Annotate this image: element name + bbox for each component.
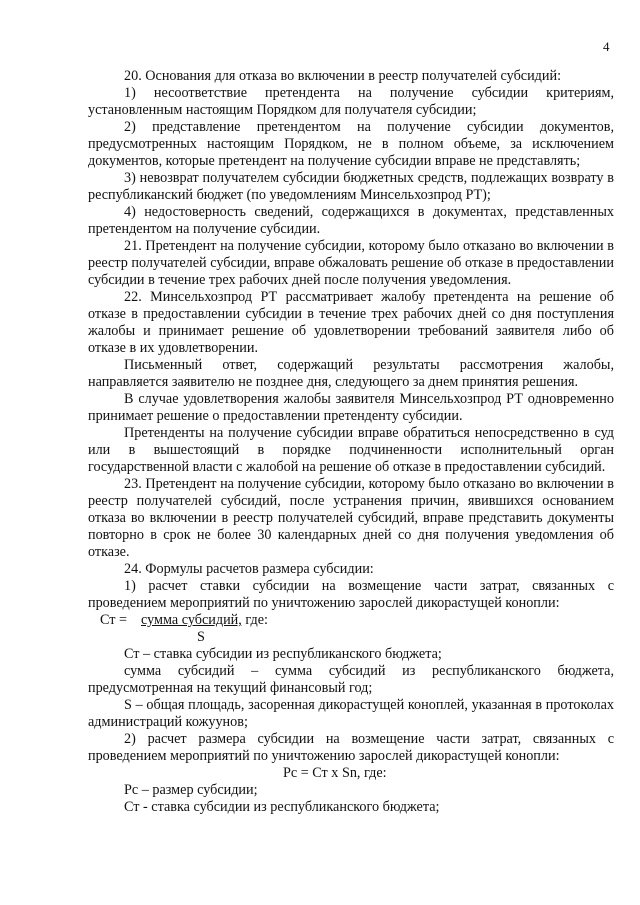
definition-subsidy-sum: сумма субсидий – сумма субсидий из республиканского бюджета, предусмотренная на текущий финансовый год;	[88, 663, 614, 696]
page-number: 4	[603, 39, 610, 54]
paragraph-20-heading: 20. Основания для отказа во включении в реестр получателей субсидий:	[124, 68, 562, 84]
rate-formula	[100, 612, 614, 629]
definition-amount: Рс – размер субсидии;	[124, 782, 258, 798]
paragraph-22-court: Претенденты на получение субсидии вправе обратиться непосредственно в суд или в вышестоящий в порядке подчиненности исполнительный орган государственной власти с жалобой на решение об отказе в предоставлении субсидий.	[88, 425, 614, 475]
paragraph-20-item-1: 1) несоответствие претендента на получение субсидии критериям, установленным настоящим Порядком для получателя субсидии;	[88, 85, 614, 118]
paragraph-22-response: Письменный ответ, содержащий результаты рассмотрения жалобы, направляется заявителю не позднее дня, следующего за днем принятия решения.	[88, 357, 614, 390]
formula-where: где:	[245, 612, 268, 628]
definition-rate: Ст – ставка субсидии из республиканского бюджета;	[124, 646, 442, 662]
paragraph-22: 22. Минсельхозпрод РТ рассматривает жалобу претендента на решение об отказе в предоставлении субсидии в течение трех рабочих дней со дня поступления жалобы и принимает решение об удовлетворении требований заявителя либо об отказе в их удовлетворении.	[88, 289, 614, 356]
definition-area: S – общая площадь, засоренная дикорастущей коноплей, указанная в протоколах администраций кожуунов;	[88, 697, 614, 730]
formula-lhs: Ст =	[100, 612, 128, 628]
paragraph-22-satisfaction: В случае удовлетворения жалобы заявителя Минсельхозпрод РТ одновременно принимает решение о предоставлении претенденту субсидии.	[88, 391, 614, 424]
definition-rate-2: Ст - ставка субсидии из республиканского бюджета;	[124, 799, 440, 815]
paragraph-24-item-2: 2) расчет размера субсидии на возмещение части затрат, связанных с проведением мероприятий по уничтожению зарослей дикорастущей конопли:	[88, 731, 614, 764]
paragraph-20-item-4: 4) недостоверность сведений, содержащихся в документах, представленных претендентом на получение субсидии.	[88, 204, 614, 237]
paragraph-23: 23. Претендент на получение субсидии, которому было отказано во включении в реестр получателей субсидий, после устранения причин, явившихся основанием отказа во включении в реестр получателей субсидий, вправе представить документы повторно в срок не более 30 календарных дней со дня получения уведомления об отказе.	[88, 476, 614, 560]
paragraph-24-heading: 24. Формулы расчетов размера субсидии:	[124, 561, 374, 577]
formula-numerator: сумма субсидий,	[141, 612, 242, 628]
document-body	[88, 68, 614, 816]
paragraph-24-item-1: 1) расчет ставки субсидии на возмещение части затрат, связанных с проведением мероприятий по уничтожению зарослей дикорастущей конопли:	[88, 578, 614, 611]
amount-formula: Рс = Ст х Sn, где:	[283, 765, 387, 781]
paragraph-20-item-2: 2) представление претендентом на получение субсидии документов, предусмотренных настоящим Порядком, не в полном объеме, за исключением документов, которые претендент на получение субсидии вправе не представлять;	[88, 119, 614, 169]
formula-denominator: S	[197, 629, 205, 645]
paragraph-21: 21. Претендент на получение субсидии, которому было отказано во включении в реестр получателей субсидии, вправе обжаловать решение об отказе в предоставлении субсидии в течение трех рабочих дней после получения уведомления.	[88, 238, 614, 288]
paragraph-20-item-3: 3) невозврат получателем субсидии бюджетных средств, подлежащих возврату в республиканский бюджет (по уведомлениям Минсельхозпрод РТ);	[88, 170, 614, 203]
